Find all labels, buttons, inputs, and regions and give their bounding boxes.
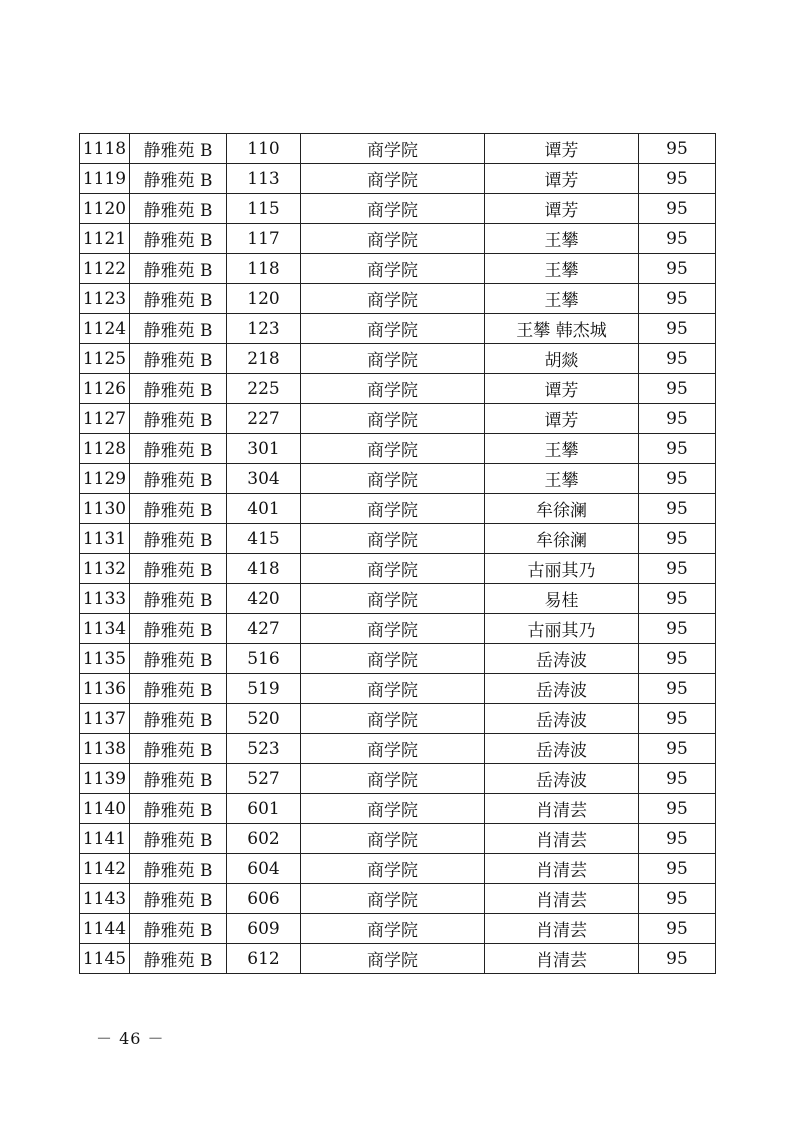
table-row [80, 164, 716, 194]
room-cell: 520 [227, 704, 301, 734]
college-cell: 商学院 [301, 644, 485, 674]
row-number-cell: 1138 [80, 734, 130, 764]
score-cell: 95 [639, 914, 716, 944]
table-row [80, 194, 716, 224]
counselor-cell: 岳涛波 [485, 674, 639, 704]
building-cell: 静雅苑 B [130, 884, 227, 914]
college-cell: 商学院 [301, 254, 485, 284]
counselor-cell: 王攀 [485, 254, 639, 284]
college-cell: 商学院 [301, 704, 485, 734]
score-cell: 95 [639, 554, 716, 584]
counselor-cell: 岳涛波 [485, 734, 639, 764]
room-cell: 227 [227, 404, 301, 434]
score-cell: 95 [639, 314, 716, 344]
score-cell: 95 [639, 464, 716, 494]
college-cell: 商学院 [301, 344, 485, 374]
row-number-cell: 1125 [80, 344, 130, 374]
room-cell: 523 [227, 734, 301, 764]
score-cell: 95 [639, 614, 716, 644]
score-cell: 95 [639, 134, 716, 164]
building-cell: 静雅苑 B [130, 494, 227, 524]
row-number-cell: 1144 [80, 914, 130, 944]
college-cell: 商学院 [301, 524, 485, 554]
building-cell: 静雅苑 B [130, 824, 227, 854]
row-number-cell: 1118 [80, 134, 130, 164]
building-cell: 静雅苑 B [130, 284, 227, 314]
table-row [80, 284, 716, 314]
college-cell: 商学院 [301, 164, 485, 194]
room-cell: 418 [227, 554, 301, 584]
room-cell: 606 [227, 884, 301, 914]
row-number-cell: 1145 [80, 944, 130, 974]
row-number-cell: 1140 [80, 794, 130, 824]
score-cell: 95 [639, 584, 716, 614]
college-cell: 商学院 [301, 614, 485, 644]
page-number: － 46 － [96, 1029, 165, 1048]
counselor-cell: 谭芳 [485, 164, 639, 194]
score-cell: 95 [639, 284, 716, 314]
college-cell: 商学院 [301, 734, 485, 764]
college-cell: 商学院 [301, 284, 485, 314]
college-cell: 商学院 [301, 794, 485, 824]
college-cell: 商学院 [301, 554, 485, 584]
table-row [80, 374, 716, 404]
score-cell: 95 [639, 734, 716, 764]
table-row [80, 944, 716, 974]
building-cell: 静雅苑 B [130, 614, 227, 644]
college-cell: 商学院 [301, 374, 485, 404]
college-cell: 商学院 [301, 884, 485, 914]
row-number-cell: 1121 [80, 224, 130, 254]
room-cell: 609 [227, 914, 301, 944]
score-cell: 95 [639, 164, 716, 194]
score-cell: 95 [639, 254, 716, 284]
college-cell: 商学院 [301, 494, 485, 524]
inspection-table [79, 133, 716, 974]
row-number-cell: 1127 [80, 404, 130, 434]
score-cell: 95 [639, 884, 716, 914]
college-cell: 商学院 [301, 314, 485, 344]
college-cell: 商学院 [301, 194, 485, 224]
counselor-cell: 肖清芸 [485, 884, 639, 914]
table-row [80, 224, 716, 254]
row-number-cell: 1134 [80, 614, 130, 644]
counselor-cell: 谭芳 [485, 404, 639, 434]
building-cell: 静雅苑 B [130, 374, 227, 404]
college-cell: 商学院 [301, 674, 485, 704]
table-row [80, 434, 716, 464]
room-cell: 120 [227, 284, 301, 314]
score-cell: 95 [639, 704, 716, 734]
score-cell: 95 [639, 854, 716, 884]
row-number-cell: 1143 [80, 884, 130, 914]
table-row [80, 254, 716, 284]
counselor-cell: 肖清芸 [485, 794, 639, 824]
room-cell: 218 [227, 344, 301, 374]
college-cell: 商学院 [301, 944, 485, 974]
room-cell: 420 [227, 584, 301, 614]
table-row [80, 554, 716, 584]
building-cell: 静雅苑 B [130, 344, 227, 374]
table-row [80, 674, 716, 704]
counselor-cell: 易桂 [485, 584, 639, 614]
score-cell: 95 [639, 344, 716, 374]
room-cell: 516 [227, 644, 301, 674]
score-cell: 95 [639, 764, 716, 794]
college-cell: 商学院 [301, 764, 485, 794]
building-cell: 静雅苑 B [130, 914, 227, 944]
building-cell: 静雅苑 B [130, 794, 227, 824]
counselor-cell: 肖清芸 [485, 854, 639, 884]
score-cell: 95 [639, 404, 716, 434]
row-number-cell: 1141 [80, 824, 130, 854]
score-cell: 95 [639, 434, 716, 464]
building-cell: 静雅苑 B [130, 434, 227, 464]
score-cell: 95 [639, 224, 716, 254]
row-number-cell: 1132 [80, 554, 130, 584]
building-cell: 静雅苑 B [130, 254, 227, 284]
building-cell: 静雅苑 B [130, 704, 227, 734]
room-cell: 123 [227, 314, 301, 344]
college-cell: 商学院 [301, 404, 485, 434]
row-number-cell: 1131 [80, 524, 130, 554]
counselor-cell: 胡燚 [485, 344, 639, 374]
table-row [80, 914, 716, 944]
table-row [80, 854, 716, 884]
score-cell: 95 [639, 374, 716, 404]
counselor-cell: 王攀 [485, 224, 639, 254]
room-cell: 601 [227, 794, 301, 824]
building-cell: 静雅苑 B [130, 464, 227, 494]
row-number-cell: 1126 [80, 374, 130, 404]
score-cell: 95 [639, 494, 716, 524]
college-cell: 商学院 [301, 434, 485, 464]
building-cell: 静雅苑 B [130, 164, 227, 194]
table-row [80, 314, 716, 344]
building-cell: 静雅苑 B [130, 734, 227, 764]
row-number-cell: 1123 [80, 284, 130, 314]
building-cell: 静雅苑 B [130, 134, 227, 164]
building-cell: 静雅苑 B [130, 674, 227, 704]
counselor-cell: 肖清芸 [485, 914, 639, 944]
room-cell: 519 [227, 674, 301, 704]
building-cell: 静雅苑 B [130, 224, 227, 254]
row-number-cell: 1128 [80, 434, 130, 464]
score-cell: 95 [639, 824, 716, 854]
table-row [80, 524, 716, 554]
room-cell: 401 [227, 494, 301, 524]
table-row [80, 734, 716, 764]
score-cell: 95 [639, 524, 716, 554]
room-cell: 115 [227, 194, 301, 224]
room-cell: 301 [227, 434, 301, 464]
table-row [80, 134, 716, 164]
row-number-cell: 1130 [80, 494, 130, 524]
table-row [80, 764, 716, 794]
room-cell: 118 [227, 254, 301, 284]
building-cell: 静雅苑 B [130, 644, 227, 674]
counselor-cell: 岳涛波 [485, 644, 639, 674]
row-number-cell: 1133 [80, 584, 130, 614]
room-cell: 117 [227, 224, 301, 254]
row-number-cell: 1137 [80, 704, 130, 734]
counselor-cell: 肖清芸 [485, 944, 639, 974]
room-cell: 110 [227, 134, 301, 164]
room-cell: 304 [227, 464, 301, 494]
table-row [80, 344, 716, 374]
counselor-cell: 王攀 [485, 464, 639, 494]
college-cell: 商学院 [301, 464, 485, 494]
table-body [80, 134, 716, 974]
college-cell: 商学院 [301, 224, 485, 254]
counselor-cell: 谭芳 [485, 374, 639, 404]
table-row [80, 824, 716, 854]
room-cell: 225 [227, 374, 301, 404]
table-row [80, 794, 716, 824]
row-number-cell: 1120 [80, 194, 130, 224]
table-row [80, 884, 716, 914]
counselor-cell: 王攀 韩杰城 [485, 314, 639, 344]
counselor-cell: 岳涛波 [485, 764, 639, 794]
building-cell: 静雅苑 B [130, 944, 227, 974]
row-number-cell: 1136 [80, 674, 130, 704]
score-cell: 95 [639, 674, 716, 704]
college-cell: 商学院 [301, 824, 485, 854]
row-number-cell: 1119 [80, 164, 130, 194]
score-cell: 95 [639, 644, 716, 674]
counselor-cell: 古丽其乃 [485, 554, 639, 584]
score-cell: 95 [639, 794, 716, 824]
table-row [80, 584, 716, 614]
row-number-cell: 1122 [80, 254, 130, 284]
counselor-cell: 谭芳 [485, 134, 639, 164]
room-cell: 527 [227, 764, 301, 794]
room-cell: 427 [227, 614, 301, 644]
building-cell: 静雅苑 B [130, 194, 227, 224]
row-number-cell: 1124 [80, 314, 130, 344]
building-cell: 静雅苑 B [130, 584, 227, 614]
score-cell: 95 [639, 194, 716, 224]
table-row [80, 464, 716, 494]
building-cell: 静雅苑 B [130, 854, 227, 884]
table-row [80, 494, 716, 524]
college-cell: 商学院 [301, 134, 485, 164]
building-cell: 静雅苑 B [130, 314, 227, 344]
row-number-cell: 1129 [80, 464, 130, 494]
counselor-cell: 王攀 [485, 284, 639, 314]
table-row [80, 644, 716, 674]
room-cell: 612 [227, 944, 301, 974]
row-number-cell: 1142 [80, 854, 130, 884]
building-cell: 静雅苑 B [130, 524, 227, 554]
building-cell: 静雅苑 B [130, 764, 227, 794]
counselor-cell: 牟徐澜 [485, 524, 639, 554]
college-cell: 商学院 [301, 584, 485, 614]
counselor-cell: 谭芳 [485, 194, 639, 224]
counselor-cell: 岳涛波 [485, 704, 639, 734]
score-cell: 95 [639, 944, 716, 974]
room-cell: 415 [227, 524, 301, 554]
table-row [80, 704, 716, 734]
table-row [80, 404, 716, 434]
building-cell: 静雅苑 B [130, 404, 227, 434]
counselor-cell: 王攀 [485, 434, 639, 464]
row-number-cell: 1135 [80, 644, 130, 674]
counselor-cell: 肖清芸 [485, 824, 639, 854]
counselor-cell: 牟徐澜 [485, 494, 639, 524]
building-cell: 静雅苑 B [130, 554, 227, 584]
room-cell: 602 [227, 824, 301, 854]
counselor-cell: 古丽其乃 [485, 614, 639, 644]
table-row [80, 614, 716, 644]
college-cell: 商学院 [301, 914, 485, 944]
college-cell: 商学院 [301, 854, 485, 884]
room-cell: 113 [227, 164, 301, 194]
row-number-cell: 1139 [80, 764, 130, 794]
room-cell: 604 [227, 854, 301, 884]
